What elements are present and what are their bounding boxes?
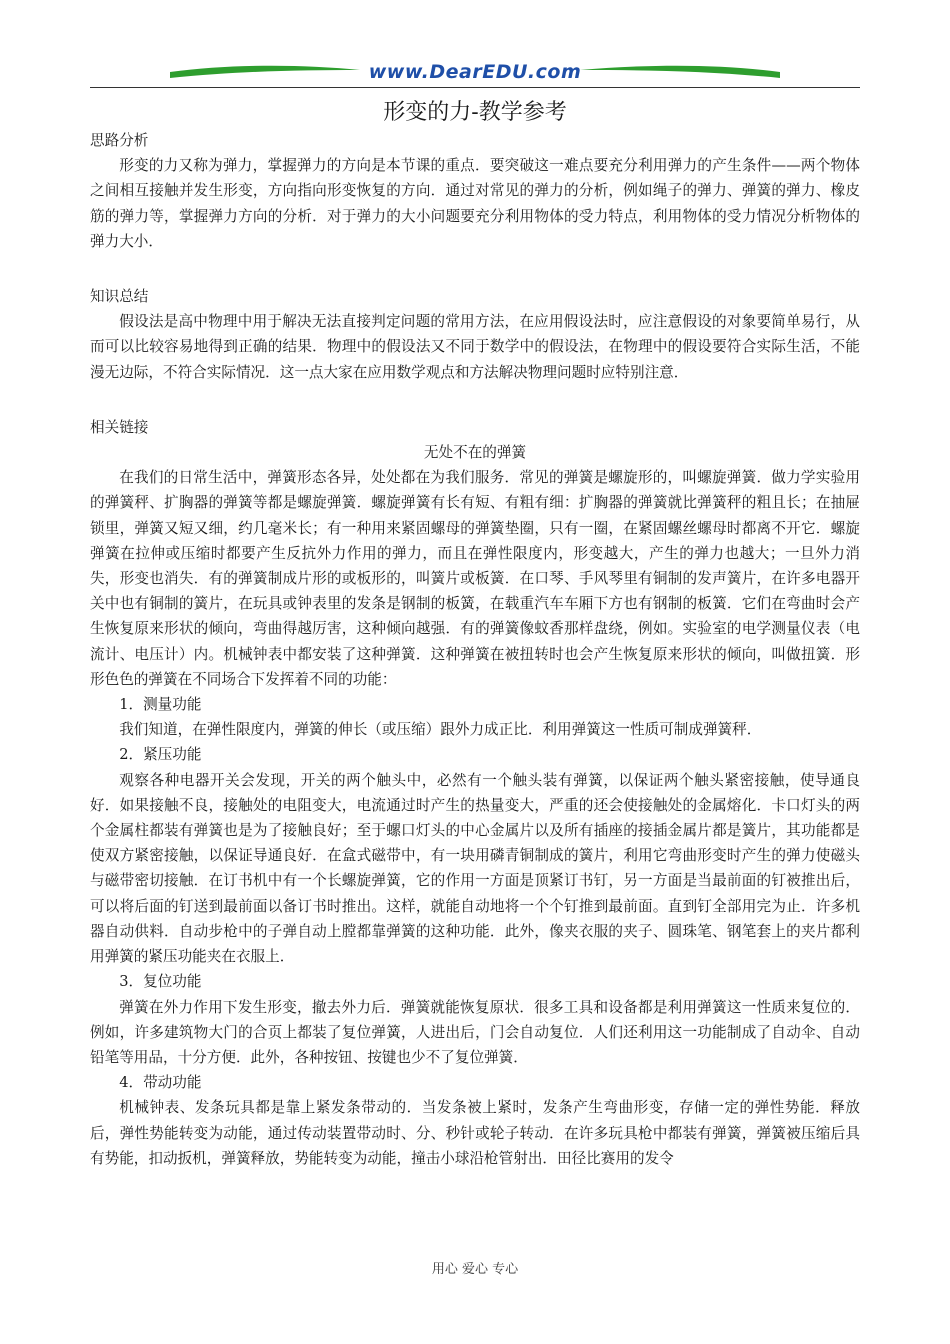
section-analysis — [90, 128, 860, 254]
section-heading: 知识总结 — [90, 288, 149, 306]
page-footer: 用心 爱心 专心 — [431, 1262, 519, 1277]
paragraph: 在我们的日常生活中，弹簧形态各异，处处都在为我们服务．常见的弹簧是螺旋形的，叫螺旋弹簧．做力学实验用的弹簧秤、扩胸器的弹簧等都是螺旋弹簧．螺旋弹簧有长有短、有粗有细：扩胸器的弹簧就比弹簧秤的粗且长；在抽屉锁里，弹簧又短又细，约几毫米长；有一种用来紧固螺母的弹簧垫圈，只有一圈，在紧固螺丝螺母时都离不开它．螺旋弹簧在拉伸或压缩时都要产生反抗外力作用的弹力，而且在弹性限度内，形变越大，产生的弹力也越大；一旦外力消失，形变也消失．有的弹簧制成片形的或板形的，叫簧片或板簧．在口琴、手风琴里有铜制的发声簧片，在许多电器开关中也有铜制的簧片，在玩具或钟表里的发条是钢制的板簧，在载重汽车车厢下方也有钢制的板簧．它们在弯曲时会产生恢复原来形状的倾向，弯曲得越厉害，这种倾向越强．有的弹簧像蚊香那样盘绕，例如。实验室的电学测量仪表（电流计、电压计）内。机械钟表中都安装了这种弹簧．这种弹簧在被扭转时也会产生恢复原来形状的倾向，叫做扭簧．形形色色的弹簧在不同场合下发挥着不同的功能： — [90, 469, 860, 688]
paragraph: 形变的力又称为弹力，掌握弹力的方向是本节课的重点．要突破这一难点要充分利用弹力的产生条件——两个物体之间相互接触并发生形变，方向指向形变恢复的方向．通过对常见的弹力的分析，例如绳子的弹力、弹簧的弹力、橡皮筋的弹力等，掌握弹力方向的分析．对于弹力的大小问题要充分利用物体的受力特点，利用物体的受力情况分析物体的弹力大小． — [90, 157, 860, 250]
site-header — [90, 58, 860, 90]
section-summary — [90, 284, 860, 385]
article-subtitle: 无处不在的弹簧 — [423, 444, 527, 462]
section-heading: 思路分析 — [90, 132, 149, 149]
header-divider — [90, 87, 860, 88]
function-heading: 2．紧压功能 — [119, 746, 202, 764]
section-links — [90, 415, 860, 1171]
function-heading: 3．复位功能 — [119, 973, 202, 991]
function-text: 机械钟表、发条玩具都是靠上紧发条带动的．当发条被上紧时，发条产生弯曲形变，存储一定的弹性势能．释放后，弹性势能转变为动能，通过传动装置带动时、分、秒针或轮子转动．在许多玩具枪中都装有弹簧，弹簧被压缩后具有势能，扣动扳机，弹簧释放，势能转变为动能，撞击小球沿枪管射出．田径比赛用的发令 — [90, 1099, 860, 1167]
function-text: 弹簧在外力作用下发生形变，撤去外力后．弹簧就能恢复原状．很多工具和设备都是利用弹簧这一性质来复位的．例如，许多建筑物大门的合页上都装了复位弹簧，人进出后，门会自动复位．人们还利用这一功能制成了自动伞、自动铅笔等用品，十分方便．此外，各种按钮、按键也少不了复位弹簧． — [90, 998, 860, 1066]
function-heading: 1．测量功能 — [119, 696, 202, 714]
section-heading: 相关链接 — [90, 418, 149, 436]
paragraph: 假设法是高中物理中用于解决无法直接判定问题的常用方法，在应用假设法时，应注意假设的对象要简单易行，从而可以比较容易地得到正确的结果．物理中的假设法又不同于数学中的假设法，在物理中的假设要符合实际生活，不能漫无边际，不符合实际情况．这一点大家在应用数学观点和方法解决物理问题时应特别注意． — [90, 313, 860, 381]
document-title: 形变的力-教学参考 — [383, 100, 567, 125]
document-body — [90, 128, 860, 1171]
function-text: 我们知道，在弹性限度内，弹簧的伸长（或压缩）跟外力成正比．利用弹簧这一性质可制成弹簧秤． — [119, 721, 762, 739]
site-url[interactable]: www.DearEDU.com — [368, 61, 582, 83]
function-heading: 4．带动功能 — [119, 1074, 202, 1092]
function-text: 观察各种电器开关会发现，开关的两个触头中，必然有一个触头装有弹簧，以保证两个触头紧密接触，使导通良好．如果接触不良，接触处的电阻变大，电流通过时产生的热量变大，严重的还会使接触处的金属熔化．卡口灯头的两个金属柱都装有弹簧也是为了接触良好；至于螺口灯头的中心金属片以及所有插座的接插金属片都是簧片，其功能都是使双方紧密接触，以保证导通良好．在盒式磁带中，有一块用磷青铜制成的簧片，利用它弯曲形变时产生的弹力使磁头与磁带密切接触．在订书机中有一个长螺旋弹簧，它的作用一方面是顶紧订书钉，另一方面是当最前面的钉被推出后，可以将后面的钉送到最前面以备订书时推出。这样，就能自动地将一个个钉推到最前面。直到钉全部用完为止．许多机器自动供料．自动步枪中的子弹自动上膛都靠弹簧的这种功能．此外，像夹衣服的夹子、圆珠笔、钢笔套上的夹片都利用弹簧的紧压功能夹在衣服上． — [90, 771, 860, 966]
